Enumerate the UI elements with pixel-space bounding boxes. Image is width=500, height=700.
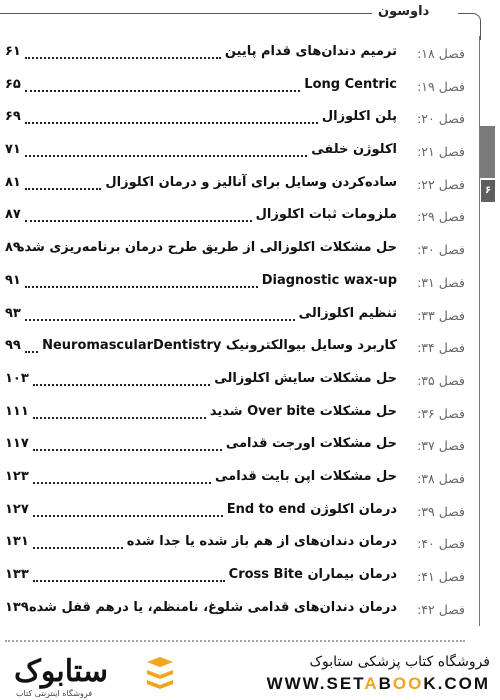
dot-leader	[33, 515, 223, 517]
dot-leader	[25, 155, 307, 157]
chapter-number: فصل ۴۰:	[417, 536, 465, 552]
chapter-number: فصل ۲۲:	[417, 176, 465, 192]
chapter-number: فصل ۳۷:	[417, 438, 465, 454]
page-side-rule	[479, 36, 480, 626]
toc-row[interactable]	[0, 465, 470, 498]
side-tab-number: ۶	[481, 180, 495, 202]
toc-row[interactable]	[0, 498, 470, 531]
chapter-title: حل مشکلات اپن بایت قدامی	[215, 468, 397, 484]
chapter-title: پلن اکلوزال	[321, 109, 397, 125]
chapter-title: درمان دندان‌های از هم باز شده یا جدا شده	[126, 534, 397, 550]
clipped-row	[0, 638, 480, 646]
chapter-title: حل مشکلات سایش اکلوزالی	[214, 370, 397, 386]
chapter-title: کاربرد وسایل بیوالکترونیک NeuromascularDentistry	[42, 338, 397, 354]
footer-banner	[0, 648, 500, 700]
chapter-title: حل مشکلات اکلوزالی از طریق طرح درمان برنامه‌ریزی شده	[16, 240, 397, 256]
chapter-title: حل مشکلات Over bite شدید	[209, 403, 397, 419]
header-corner-rule	[458, 13, 481, 40]
url-part: WWW.SET	[266, 674, 365, 693]
chapter-title: ترمیم دندان‌های قدام پایین	[224, 44, 397, 59]
chapter-number: فصل ۱۸:	[417, 46, 465, 61]
chapter-title: Diagnostic wax-up	[261, 272, 397, 288]
chapter-number: فصل ۴۲:	[417, 601, 465, 617]
page-number: ۱۰۳	[5, 370, 29, 386]
chapter-title: ملزومات ثبات اکلوزال	[255, 207, 397, 223]
toc-row[interactable]	[0, 105, 470, 138]
dot-leader	[33, 547, 123, 549]
toc-row[interactable]	[0, 40, 470, 73]
page-number: ۱۲۷	[5, 501, 29, 517]
setabook-logo[interactable]	[6, 654, 141, 698]
side-thumb-tab	[479, 126, 495, 178]
chapter-title: Long Centric	[304, 76, 397, 92]
dot-leader	[33, 482, 211, 484]
dot-leader	[33, 449, 222, 451]
store-url[interactable]	[267, 674, 490, 694]
url-part: K.COM	[423, 674, 490, 693]
toc-row[interactable]	[0, 73, 470, 106]
chapter-number: فصل ۱۹:	[417, 78, 465, 94]
header-rule	[0, 13, 372, 14]
table-of-contents	[0, 40, 470, 628]
chapter-number: فصل ۳۹:	[417, 503, 465, 519]
dot-leader	[25, 122, 318, 124]
page-number: ۱۳۱	[5, 534, 29, 550]
toc-row[interactable]	[0, 596, 470, 629]
page-number: ۹۱	[5, 272, 21, 288]
chapter-number: فصل ۳۱:	[417, 274, 465, 290]
dot-leader	[25, 220, 252, 222]
toc-row[interactable]	[0, 530, 470, 563]
page-number: ۸۹	[5, 240, 21, 256]
book-stack-icon	[145, 656, 175, 690]
logo-tagline: فروشگاه اینترنتی کتاب	[16, 689, 93, 698]
dot-leader	[25, 57, 221, 59]
chapter-number: فصل ۳۴:	[417, 340, 465, 356]
chapter-number: فصل ۲۰:	[417, 111, 465, 127]
toc-row[interactable]	[0, 563, 470, 596]
toc-row[interactable]	[0, 400, 470, 433]
chapter-number: فصل ۳۵:	[417, 372, 465, 388]
page-number: ۱۱۱	[5, 403, 29, 419]
page-number: ۱۳۹	[5, 599, 29, 615]
chapter-number: فصل ۲۹:	[417, 209, 465, 225]
dot-leader	[33, 417, 206, 419]
dot-leader	[25, 188, 101, 190]
dot-leader	[33, 384, 210, 386]
chapter-title: درمان دندان‌های قدامی شلوغ، نامنظم، یا درهم قفل شده	[28, 599, 397, 615]
chapter-title: حل مشکلات اورجت قدامی	[225, 436, 397, 452]
page-number: ۶۵	[5, 76, 21, 92]
toc-row[interactable]	[0, 432, 470, 465]
chapter-title: درمان بیماران Cross Bite	[228, 567, 397, 582]
dot-leader	[25, 90, 300, 92]
toc-row[interactable]	[0, 203, 470, 236]
chapter-number: فصل ۳۰:	[417, 242, 465, 258]
page-number: ۱۳۳	[5, 567, 29, 582]
dot-leader	[33, 580, 225, 582]
store-name: فروشگاه کتاب پزشکی ستابوک	[309, 654, 490, 670]
url-part: B	[378, 674, 393, 693]
chapter-title: تنظیم اکلوزالی	[298, 305, 397, 321]
page-number: ۹۳	[5, 305, 21, 321]
page-number: ۷۱	[5, 142, 21, 158]
dot-leader	[25, 319, 295, 321]
chapter-number: فصل ۲۱:	[417, 144, 465, 160]
page-number: ۱۱۷	[5, 436, 29, 452]
page-number: ۸۷	[5, 207, 21, 223]
logo-wordmark: ستابوک	[14, 655, 109, 688]
chapter-title: اکلوژن خلفی	[311, 142, 397, 158]
page-number: ۸۱	[5, 174, 21, 190]
running-header-title: داوسون	[378, 4, 430, 19]
chapter-number: فصل ۴۱:	[417, 569, 465, 584]
toc-row[interactable]	[0, 367, 470, 400]
toc-row[interactable]	[0, 334, 470, 367]
page-number: ۹۹	[5, 338, 21, 354]
dot-leader	[25, 286, 258, 288]
page-number: ۶۹	[5, 109, 21, 125]
toc-row[interactable]	[0, 138, 470, 171]
chapter-number: فصل ۳۳:	[417, 307, 465, 323]
url-accent: A	[364, 674, 379, 693]
page-number: ۶۱	[5, 44, 21, 59]
page-number: ۱۲۳	[5, 468, 29, 484]
dot-leader	[25, 351, 38, 353]
chapter-title: درمان اکلوژن End to end	[226, 501, 397, 517]
url-accent: OO	[392, 674, 424, 693]
toc-row[interactable]	[0, 171, 470, 204]
toc-row[interactable]	[0, 302, 470, 335]
chapter-number: فصل ۳۸:	[417, 470, 465, 486]
chapter-title: ساده‌کردن وسایل برای آنالیز و درمان اکلوزال	[105, 174, 397, 190]
toc-row[interactable]	[0, 236, 470, 269]
toc-row[interactable]	[0, 269, 470, 302]
chapter-number: فصل ۳۶:	[417, 405, 465, 421]
